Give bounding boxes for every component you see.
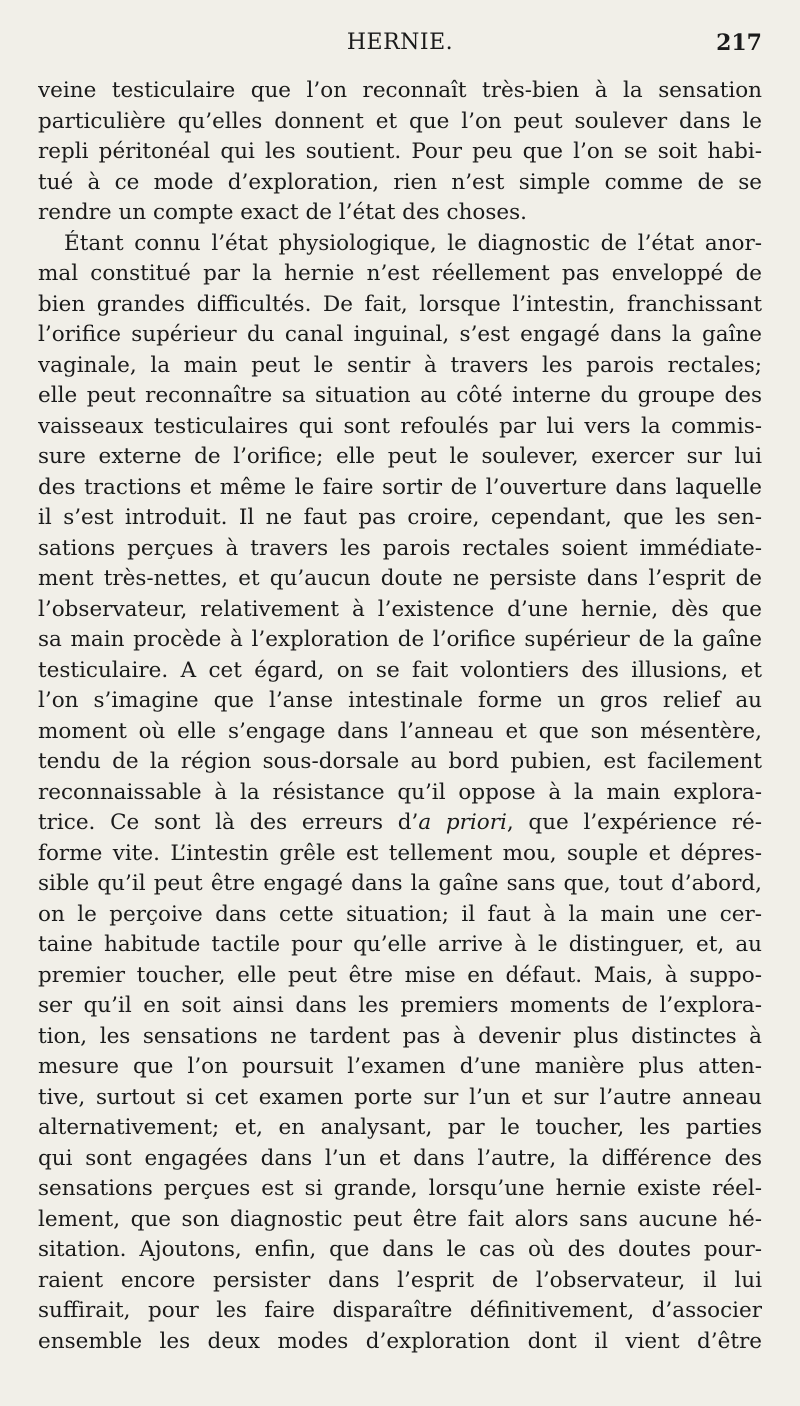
text-line: tendu de la région sous-dorsale au bord pubien, est facilement <box>38 749 762 774</box>
text-line: ensemble les deux modes d’exploration dont il vient d’être <box>38 1328 762 1354</box>
text-line: lement, que son diagnostic peut être fait alors sans aucune hé- <box>38 1206 762 1232</box>
text-line: on le perçoive dans cette situation; il faut à la main une cer- <box>38 901 762 927</box>
text-line: l’observateur, relativement à l’existence d’une hernie, dès que <box>38 596 762 622</box>
text-line: vaisseaux testiculaires qui sont refoulés par lui vers la commis- <box>38 413 762 439</box>
text-line: il s’est introduit. Il ne faut pas croire, cependant, que les sen- <box>38 505 762 530</box>
text-line: particulière qu’elles donnent et que l’on peut soulever dans le <box>38 108 762 134</box>
body-text <box>38 76 762 1357</box>
text-line: suffirait, pour les faire disparaître définitivement, d’associer <box>38 1298 762 1323</box>
text-line: repli péritonéal qui les soutient. Pour peu que l’on se soit habi- <box>38 139 762 164</box>
text-line: sensations perçues est si grande, lorsqu’une hernie existe réel- <box>38 1176 762 1201</box>
text-line: mesure que l’on poursuit l’examen d’une manière plus atten- <box>38 1054 762 1079</box>
text-line: sible qu’il peut être engagé dans la gaîne sans que, tout d’abord, <box>38 871 762 896</box>
paragraph <box>38 229 762 1358</box>
text-line: mal constitué par la hernie n’est réellement pas enveloppé de <box>38 261 762 286</box>
text-line: ment très-nettes, et qu’aucun doute ne persiste dans l’esprit de <box>38 566 762 591</box>
text-line: trice. Ce sont là des erreurs d’a priori, que l’expérience ré- <box>38 810 762 835</box>
page-number: 217 <box>716 30 762 56</box>
text-line: testiculaire. A cet égard, on se fait volontiers des illusions, et <box>38 657 762 683</box>
running-title: HERNIE. <box>346 30 454 55</box>
text-line: moment où elle s’engage dans l’anneau et que son mésentère, <box>38 718 762 744</box>
text-line: taine habitude tactile pour qu’elle arrive à le distinguer, et, au <box>38 932 762 957</box>
text-line: sations perçues à travers les parois rectales soient immédiate- <box>38 535 762 561</box>
text-line: raient encore persister dans l’esprit de l’observateur, il lui <box>38 1267 762 1293</box>
text-line: Étant connu l’état physiologique, le diagnostic de l’état anor- <box>64 230 762 256</box>
text-line: sa main procède à l’exploration de l’orifice supérieur de la gaîne <box>38 627 762 652</box>
text-line: veine testiculaire que l’on reconnaît très-bien à la sensation <box>38 78 762 103</box>
text-line: qui sont engagées dans l’un et dans l’autre, la différence des <box>38 1145 762 1171</box>
paragraph <box>38 76 762 229</box>
text-line: sure externe de l’orifice; elle peut le soulever, exercer sur lui <box>38 444 762 469</box>
text-line: ser qu’il en soit ainsi dans les premiers moments de l’explora- <box>38 993 762 1018</box>
text-line: tive, surtout si cet examen porte sur l’un et sur l’autre anneau <box>38 1084 762 1110</box>
text-line: reconnaissable à la résistance qu’il oppose à la main explora- <box>38 779 762 805</box>
text-line: premier toucher, elle peut être mise en défaut. Mais, à suppo- <box>38 962 762 988</box>
text-line: tué à ce mode d’exploration, rien n’est simple comme de se <box>38 169 762 195</box>
text-line: forme vite. L’intestin grêle est tellement mou, souple et dépres- <box>38 840 762 866</box>
text-line: des tractions et même le faire sortir de l’ouverture dans laquelle <box>38 474 762 500</box>
text-line: alternativement; et, en analysant, par le toucher, les parties <box>38 1115 762 1140</box>
text-line: l’orifice supérieur du canal inguinal, s’est engagé dans la gaîne <box>38 322 762 347</box>
text-line: tion, les sensations ne tardent pas à devenir plus distinctes à <box>38 1023 762 1049</box>
running-head <box>38 30 762 64</box>
text-line: sitation. Ajoutons, enfin, que dans le cas où des doutes pour- <box>38 1237 762 1262</box>
text-line: rendre un compte exact de l’état des choses. <box>38 200 527 225</box>
text-line: elle peut reconnaître sa situation au côté interne du groupe des <box>38 383 762 408</box>
text-line: l’on s’imagine que l’anse intestinale forme un gros relief au <box>38 688 762 713</box>
text-line: bien grandes difficultés. De fait, lorsque l’intestin, franchissant <box>38 291 762 317</box>
text-line: vaginale, la main peut le sentir à travers les parois rectales; <box>38 352 762 378</box>
